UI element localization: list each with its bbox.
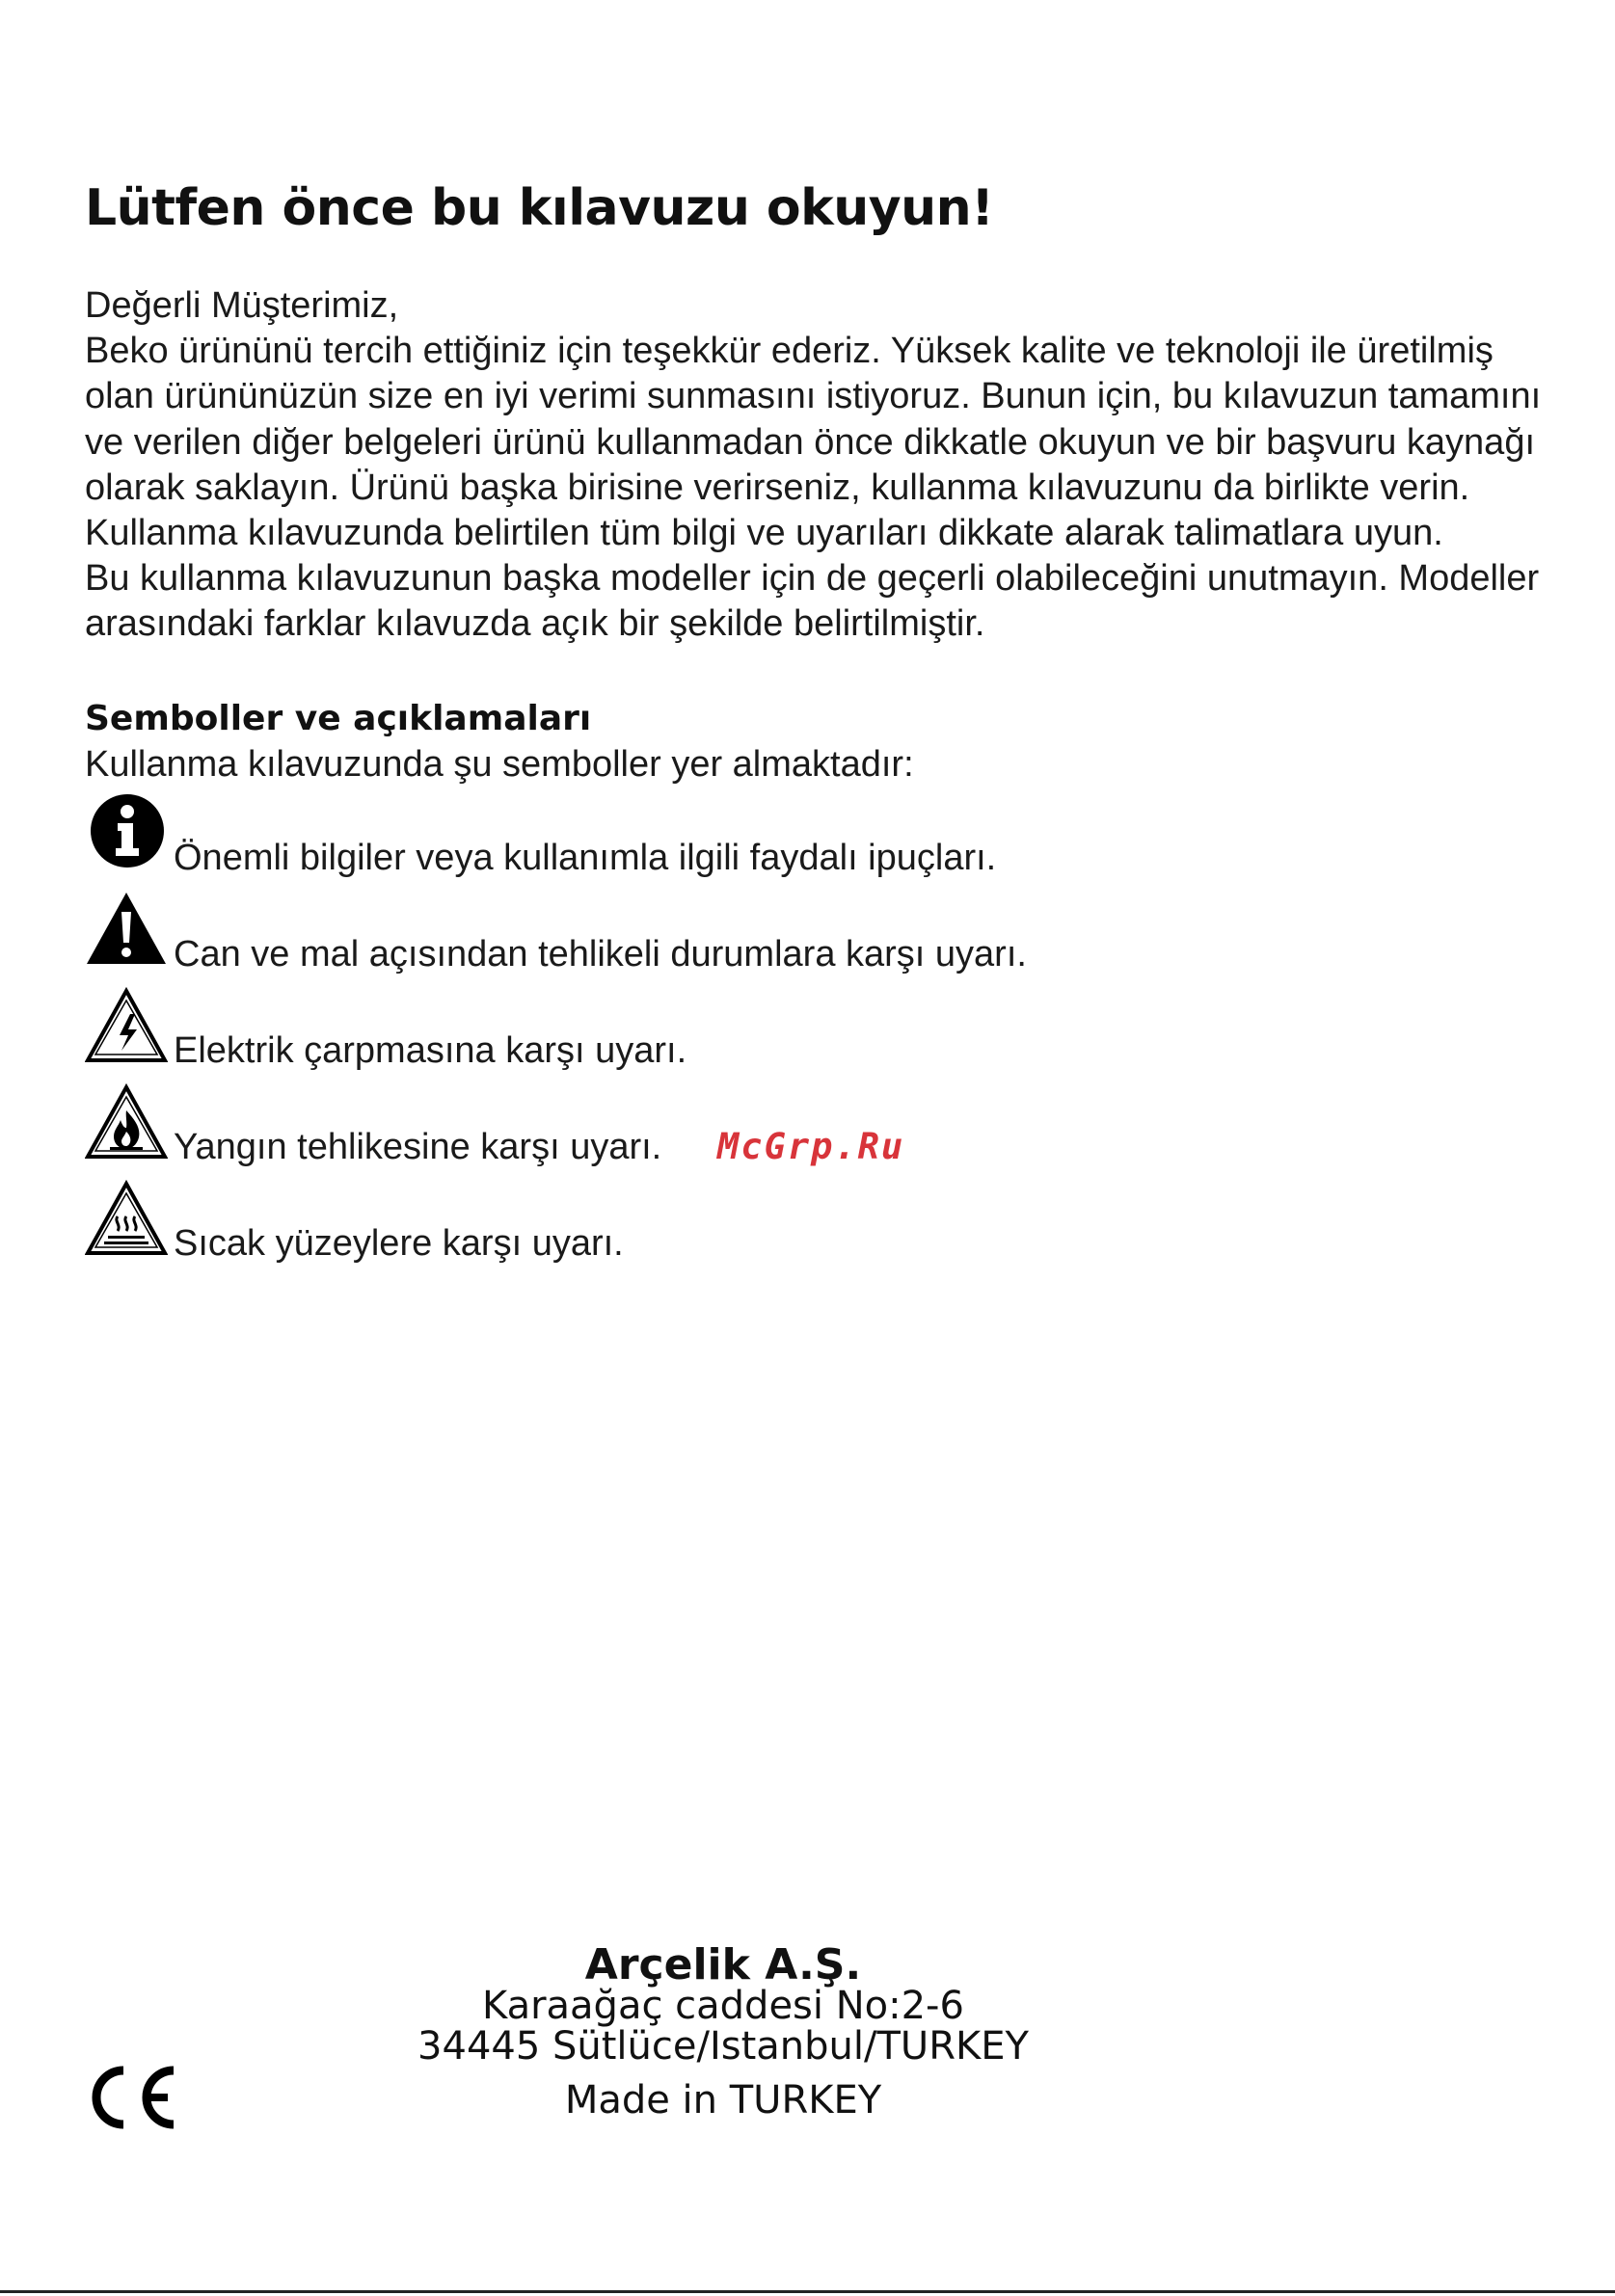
symbol-label: Yangın tehlikesine karşı uyarı.	[174, 1127, 662, 1167]
company-name: Arçelik A.Ş.	[584, 1940, 862, 1989]
intro-text	[85, 283, 1570, 648]
electric-shock-icon	[85, 985, 168, 1068]
street-address: Karaağaç caddesi No:2-6	[482, 1984, 964, 2028]
symbols-heading: Semboller ve açıklamaları	[85, 699, 592, 738]
intro-paragraph: Beko ürününü tercih ettiğiniz için teşekkür ederiz. Yüksek kalite ve teknoloji ile üretilmiş olan ürününüzün size en iyi verimi sunmasını istiyoruz. Bunun için, bu kılavuzun tamamını ve verilen diğer belgeleri ürünü kullanmadan önce dikkatle okuyun ve bir başvuru kaynağı olarak saklayın. Ürünü başka birisine verirseniz, kullanma kılavuzunu da birlikte verin. Kullanma kılavuzunda belirtilen tüm bilgi ve uyarıları dikkate alarak talimatlara uyun.	[85, 331, 1542, 554]
symbol-row-fire	[85, 1081, 1242, 1168]
greeting: Değerli Müşterimiz,	[85, 285, 399, 326]
symbols-intro: Kullanma kılavuzunda şu semboller yer almaktadır:	[85, 744, 914, 785]
symbol-row-warning	[85, 889, 1242, 975]
warning-icon	[85, 889, 168, 972]
models-paragraph: Bu kullanma kılavuzunun başka modeller için de geçerli olabileceğini unutmayın. Modeller arasındaki farklar kılavuzda açık bir şekilde belirtilmiştir.	[85, 558, 1540, 645]
symbol-row-electric	[85, 985, 1242, 1072]
hot-surface-icon	[85, 1178, 168, 1261]
watermark: McGrp.Ru	[717, 1126, 905, 1167]
page-title: Lütfen önce bu kılavuzu okuyun!	[85, 179, 994, 237]
symbol-label: Önemli bilgiler veya kullanımla ilgili faydalı ipuçları.	[174, 838, 997, 878]
symbol-label: Sıcak yüzeylere karşı uyarı.	[174, 1223, 624, 1264]
bottom-border	[0, 2290, 1615, 2293]
city-address: 34445 Sütlüce/Istanbul/TURKEY	[417, 2024, 1029, 2069]
ce-mark-icon	[83, 2063, 179, 2132]
symbol-label: Elektrik çarpmasına karşı uyarı.	[174, 1030, 687, 1071]
made-in: Made in TURKEY	[564, 2078, 882, 2122]
symbol-row-info	[85, 792, 1242, 879]
company-address	[0, 1940, 1446, 2122]
symbol-row-hot-surface	[85, 1178, 1242, 1265]
fire-hazard-icon	[85, 1081, 168, 1164]
info-icon	[85, 792, 168, 875]
symbol-label: Can ve mal açısından tehlikeli durumlara karşı uyarı.	[174, 934, 1027, 974]
